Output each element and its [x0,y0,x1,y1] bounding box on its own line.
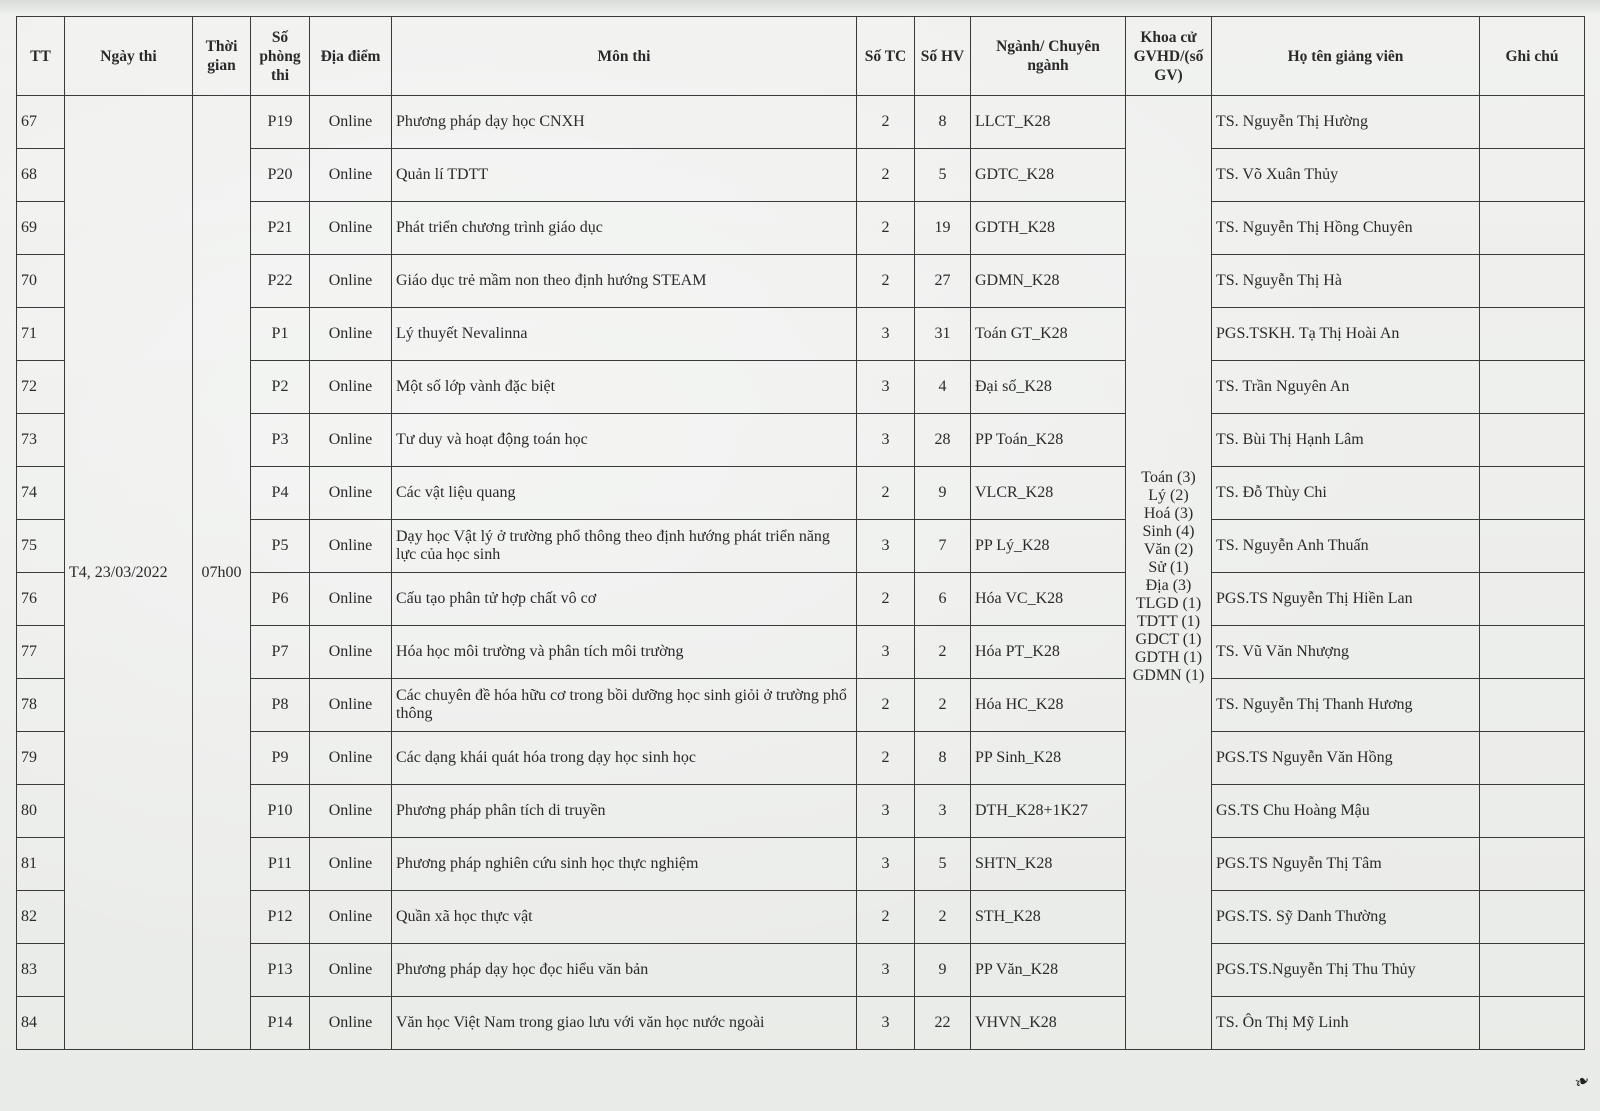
faculty-item: TDTT (1) [1136,612,1201,630]
location: Online [310,414,392,467]
location: Online [310,361,392,414]
room-number: P20 [251,149,310,202]
lecturer-name: TS. Đỗ Thùy Chi [1212,467,1480,520]
room-number: P10 [251,785,310,838]
credits: 3 [857,785,915,838]
row-number: 67 [17,96,65,149]
credits: 3 [857,361,915,414]
major-code: PP Toán_K28 [971,414,1126,467]
credits: 3 [857,838,915,891]
credits: 2 [857,891,915,944]
location: Online [310,732,392,785]
table-row [17,308,1585,361]
table-row [17,891,1585,944]
lecturer-name: TS. Võ Xuân Thủy [1212,149,1480,202]
subject-name: Cấu tạo phân tử hợp chất vô cơ [392,573,857,626]
subject-name: Dạy học Vật lý ở trường phổ thông theo định hướng phát triển năng lực của học sinh [392,520,857,573]
lecturer-name: TS. Ôn Thị Mỹ Linh [1212,997,1480,1050]
major-code: Đại số_K28 [971,361,1126,414]
major-code: LLCT_K28 [971,96,1126,149]
table-header [17,17,1585,96]
table-row [17,997,1585,1050]
major-code: PP Lý_K28 [971,520,1126,573]
room-number: P9 [251,732,310,785]
location: Online [310,785,392,838]
lecturer-name: PGS.TS.Nguyễn Thị Thu Thủy [1212,944,1480,997]
credits: 2 [857,255,915,308]
row-number: 70 [17,255,65,308]
major-code: Hóa VC_K28 [971,573,1126,626]
room-number: P12 [251,891,310,944]
table-body [17,96,1585,1050]
student-count: 27 [915,255,971,308]
location: Online [310,202,392,255]
subject-name: Hóa học môi trường và phân tích môi trường [392,626,857,679]
student-count: 2 [915,679,971,732]
subject-name: Phương pháp phân tích di truyền [392,785,857,838]
subject-name: Một số lớp vành đặc biệt [392,361,857,414]
subject-name: Lý thuyết Nevalinna [392,308,857,361]
lecturer-name: PGS.TS Nguyễn Thị Hiền Lan [1212,573,1480,626]
table-row [17,361,1585,414]
lecturer-name: TS. Nguyễn Anh Thuấn [1212,520,1480,573]
header-nganh: Ngành/ Chuyên ngành [971,17,1126,96]
major-code: STH_K28 [971,891,1126,944]
note-cell [1480,361,1585,414]
location: Online [310,308,392,361]
credits: 2 [857,467,915,520]
credits: 2 [857,202,915,255]
header-so-phong-thi: Số phòng thi [251,17,310,96]
major-code: VLCR_K28 [971,467,1126,520]
student-count: 8 [915,96,971,149]
location: Online [310,149,392,202]
major-code: PP Sinh_K28 [971,732,1126,785]
faculty-item: Toán (3) [1141,468,1196,486]
room-number: P21 [251,202,310,255]
credits: 3 [857,308,915,361]
row-number: 72 [17,361,65,414]
location: Online [310,573,392,626]
row-number: 83 [17,944,65,997]
subject-name: Các chuyên đề hóa hữu cơ trong bồi dưỡng học sinh giỏi ở trường phổ thông [392,679,857,732]
header-tt: TT [17,17,65,96]
location: Online [310,520,392,573]
major-code: GDMN_K28 [971,255,1126,308]
location: Online [310,838,392,891]
student-count: 5 [915,149,971,202]
exam-date: T4, 23/03/2022 [65,96,193,1050]
note-cell [1480,732,1585,785]
credits: 2 [857,573,915,626]
faculty-list-items [1130,469,1207,685]
row-number: 80 [17,785,65,838]
table-row [17,255,1585,308]
major-code: SHTN_K28 [971,838,1126,891]
note-cell [1480,891,1585,944]
note-cell [1480,202,1585,255]
location: Online [310,626,392,679]
major-code: DTH_K28+1K27 [971,785,1126,838]
location: Online [310,679,392,732]
room-number: P11 [251,838,310,891]
credits: 3 [857,626,915,679]
credits: 3 [857,944,915,997]
table-row [17,520,1585,573]
table-row [17,944,1585,997]
subject-name: Các dạng khái quát hóa trong dạy học sinh học [392,732,857,785]
table-row [17,785,1585,838]
exam-schedule-table [16,16,1585,1050]
row-number: 75 [17,520,65,573]
student-count: 6 [915,573,971,626]
lecturer-name: PGS.TSKH. Tạ Thị Hoài An [1212,308,1480,361]
lecturer-name: GS.TS Chu Hoàng Mậu [1212,785,1480,838]
major-code: Toán GT_K28 [971,308,1126,361]
table-row [17,467,1585,520]
lecturer-name: TS. Nguyễn Thị Hồng Chuyên [1212,202,1480,255]
major-code: PP Văn_K28 [971,944,1126,997]
room-number: P14 [251,997,310,1050]
row-number: 76 [17,573,65,626]
student-count: 22 [915,997,971,1050]
student-count: 7 [915,520,971,573]
credits: 2 [857,96,915,149]
note-cell [1480,520,1585,573]
table-row [17,202,1585,255]
credits: 2 [857,679,915,732]
row-number: 69 [17,202,65,255]
faculty-list [1126,96,1212,1050]
student-count: 4 [915,361,971,414]
student-count: 9 [915,944,971,997]
faculty-item: GDCT (1) [1135,630,1202,648]
room-number: P7 [251,626,310,679]
faculty-item: Lý (2) [1148,486,1189,504]
major-code: GDTH_K28 [971,202,1126,255]
major-code: Hóa PT_K28 [971,626,1126,679]
row-number: 73 [17,414,65,467]
note-cell [1480,255,1585,308]
student-count: 5 [915,838,971,891]
credits: 2 [857,732,915,785]
subject-name: Quản lí TDTT [392,149,857,202]
credits: 2 [857,149,915,202]
faculty-item: Sử (1) [1148,558,1189,576]
subject-name: Các vật liệu quang [392,467,857,520]
credits: 3 [857,520,915,573]
row-number: 79 [17,732,65,785]
location: Online [310,96,392,149]
table-row [17,573,1585,626]
pen-mark-icon: ❧ [1571,1069,1594,1094]
note-cell [1480,838,1585,891]
table-row [17,679,1585,732]
subject-name: Quần xã học thực vật [392,891,857,944]
row-number: 68 [17,149,65,202]
subject-name: Tư duy và hoạt động toán học [392,414,857,467]
faculty-item: Hoá (3) [1143,504,1194,522]
subject-name: Văn học Việt Nam trong giao lưu với văn học nước ngoài [392,997,857,1050]
row-number: 81 [17,838,65,891]
table-row [17,149,1585,202]
lecturer-name: TS. Nguyễn Thị Hường [1212,96,1480,149]
student-count: 3 [915,785,971,838]
scan-edge [0,0,1600,14]
note-cell [1480,573,1585,626]
credits: 3 [857,997,915,1050]
header-khoa: Khoa cử GVHD/(số GV) [1126,17,1212,96]
header-so-hv: Số HV [915,17,971,96]
note-cell [1480,149,1585,202]
table-row [17,838,1585,891]
lecturer-name: PGS.TS. Sỹ Danh Thường [1212,891,1480,944]
note-cell [1480,679,1585,732]
note-cell [1480,96,1585,149]
header-giang-vien: Họ tên giảng viên [1212,17,1480,96]
room-number: P2 [251,361,310,414]
room-number: P5 [251,520,310,573]
subject-name: Phát triển chương trình giáo dục [392,202,857,255]
room-number: P3 [251,414,310,467]
note-cell [1480,626,1585,679]
header-ghi-chu: Ghi chú [1480,17,1585,96]
note-cell [1480,414,1585,467]
subject-name: Giáo dục trẻ mầm non theo định hướng STEAM [392,255,857,308]
note-cell [1480,308,1585,361]
faculty-item: Văn (2) [1143,540,1194,558]
major-code: VHVN_K28 [971,997,1126,1050]
student-count: 2 [915,626,971,679]
exam-time: 07h00 [193,96,251,1050]
room-number: P19 [251,96,310,149]
faculty-item: Sinh (4) [1142,522,1195,540]
major-code: GDTC_K28 [971,149,1126,202]
header-ngay-thi: Ngày thi [65,17,193,96]
table-row [17,414,1585,467]
table-row [17,626,1585,679]
header-thoi-gian: Thời gian [193,17,251,96]
room-number: P22 [251,255,310,308]
room-number: P13 [251,944,310,997]
note-cell [1480,785,1585,838]
table-row [17,732,1585,785]
faculty-item: TLGD (1) [1135,594,1202,612]
header-so-tc: Số TC [857,17,915,96]
student-count: 9 [915,467,971,520]
room-number: P8 [251,679,310,732]
location: Online [310,997,392,1050]
lecturer-name: TS. Bùi Thị Hạnh Lâm [1212,414,1480,467]
room-number: P1 [251,308,310,361]
lecturer-name: PGS.TS Nguyễn Thị Tâm [1212,838,1480,891]
table-row [17,96,1585,149]
subject-name: Phương pháp nghiên cứu sinh học thực nghiệm [392,838,857,891]
lecturer-name: TS. Nguyễn Thị Thanh Hương [1212,679,1480,732]
room-number: P4 [251,467,310,520]
location: Online [310,255,392,308]
lecturer-name: PGS.TS Nguyễn Văn Hồng [1212,732,1480,785]
row-number: 71 [17,308,65,361]
header-mon-thi: Môn thi [392,17,857,96]
row-number: 78 [17,679,65,732]
row-number: 74 [17,467,65,520]
lecturer-name: TS. Vũ Văn Nhượng [1212,626,1480,679]
location: Online [310,891,392,944]
room-number: P6 [251,573,310,626]
location: Online [310,467,392,520]
note-cell [1480,467,1585,520]
subject-name: Phương pháp dạy học đọc hiểu văn bản [392,944,857,997]
faculty-item: Địa (3) [1145,576,1192,594]
student-count: 8 [915,732,971,785]
row-number: 82 [17,891,65,944]
lecturer-name: TS. Trần Nguyên An [1212,361,1480,414]
credits: 3 [857,414,915,467]
row-number: 77 [17,626,65,679]
row-number: 84 [17,997,65,1050]
student-count: 28 [915,414,971,467]
major-code: Hóa HC_K28 [971,679,1126,732]
note-cell [1480,997,1585,1050]
subject-name: Phương pháp dạy học CNXH [392,96,857,149]
location: Online [310,944,392,997]
note-cell [1480,944,1585,997]
header-dia-diem: Địa điểm [310,17,392,96]
student-count: 31 [915,308,971,361]
student-count: 19 [915,202,971,255]
faculty-item: GDTH (1) [1134,648,1203,666]
lecturer-name: TS. Nguyễn Thị Hà [1212,255,1480,308]
student-count: 2 [915,891,971,944]
faculty-item: GDMN (1) [1132,666,1205,684]
